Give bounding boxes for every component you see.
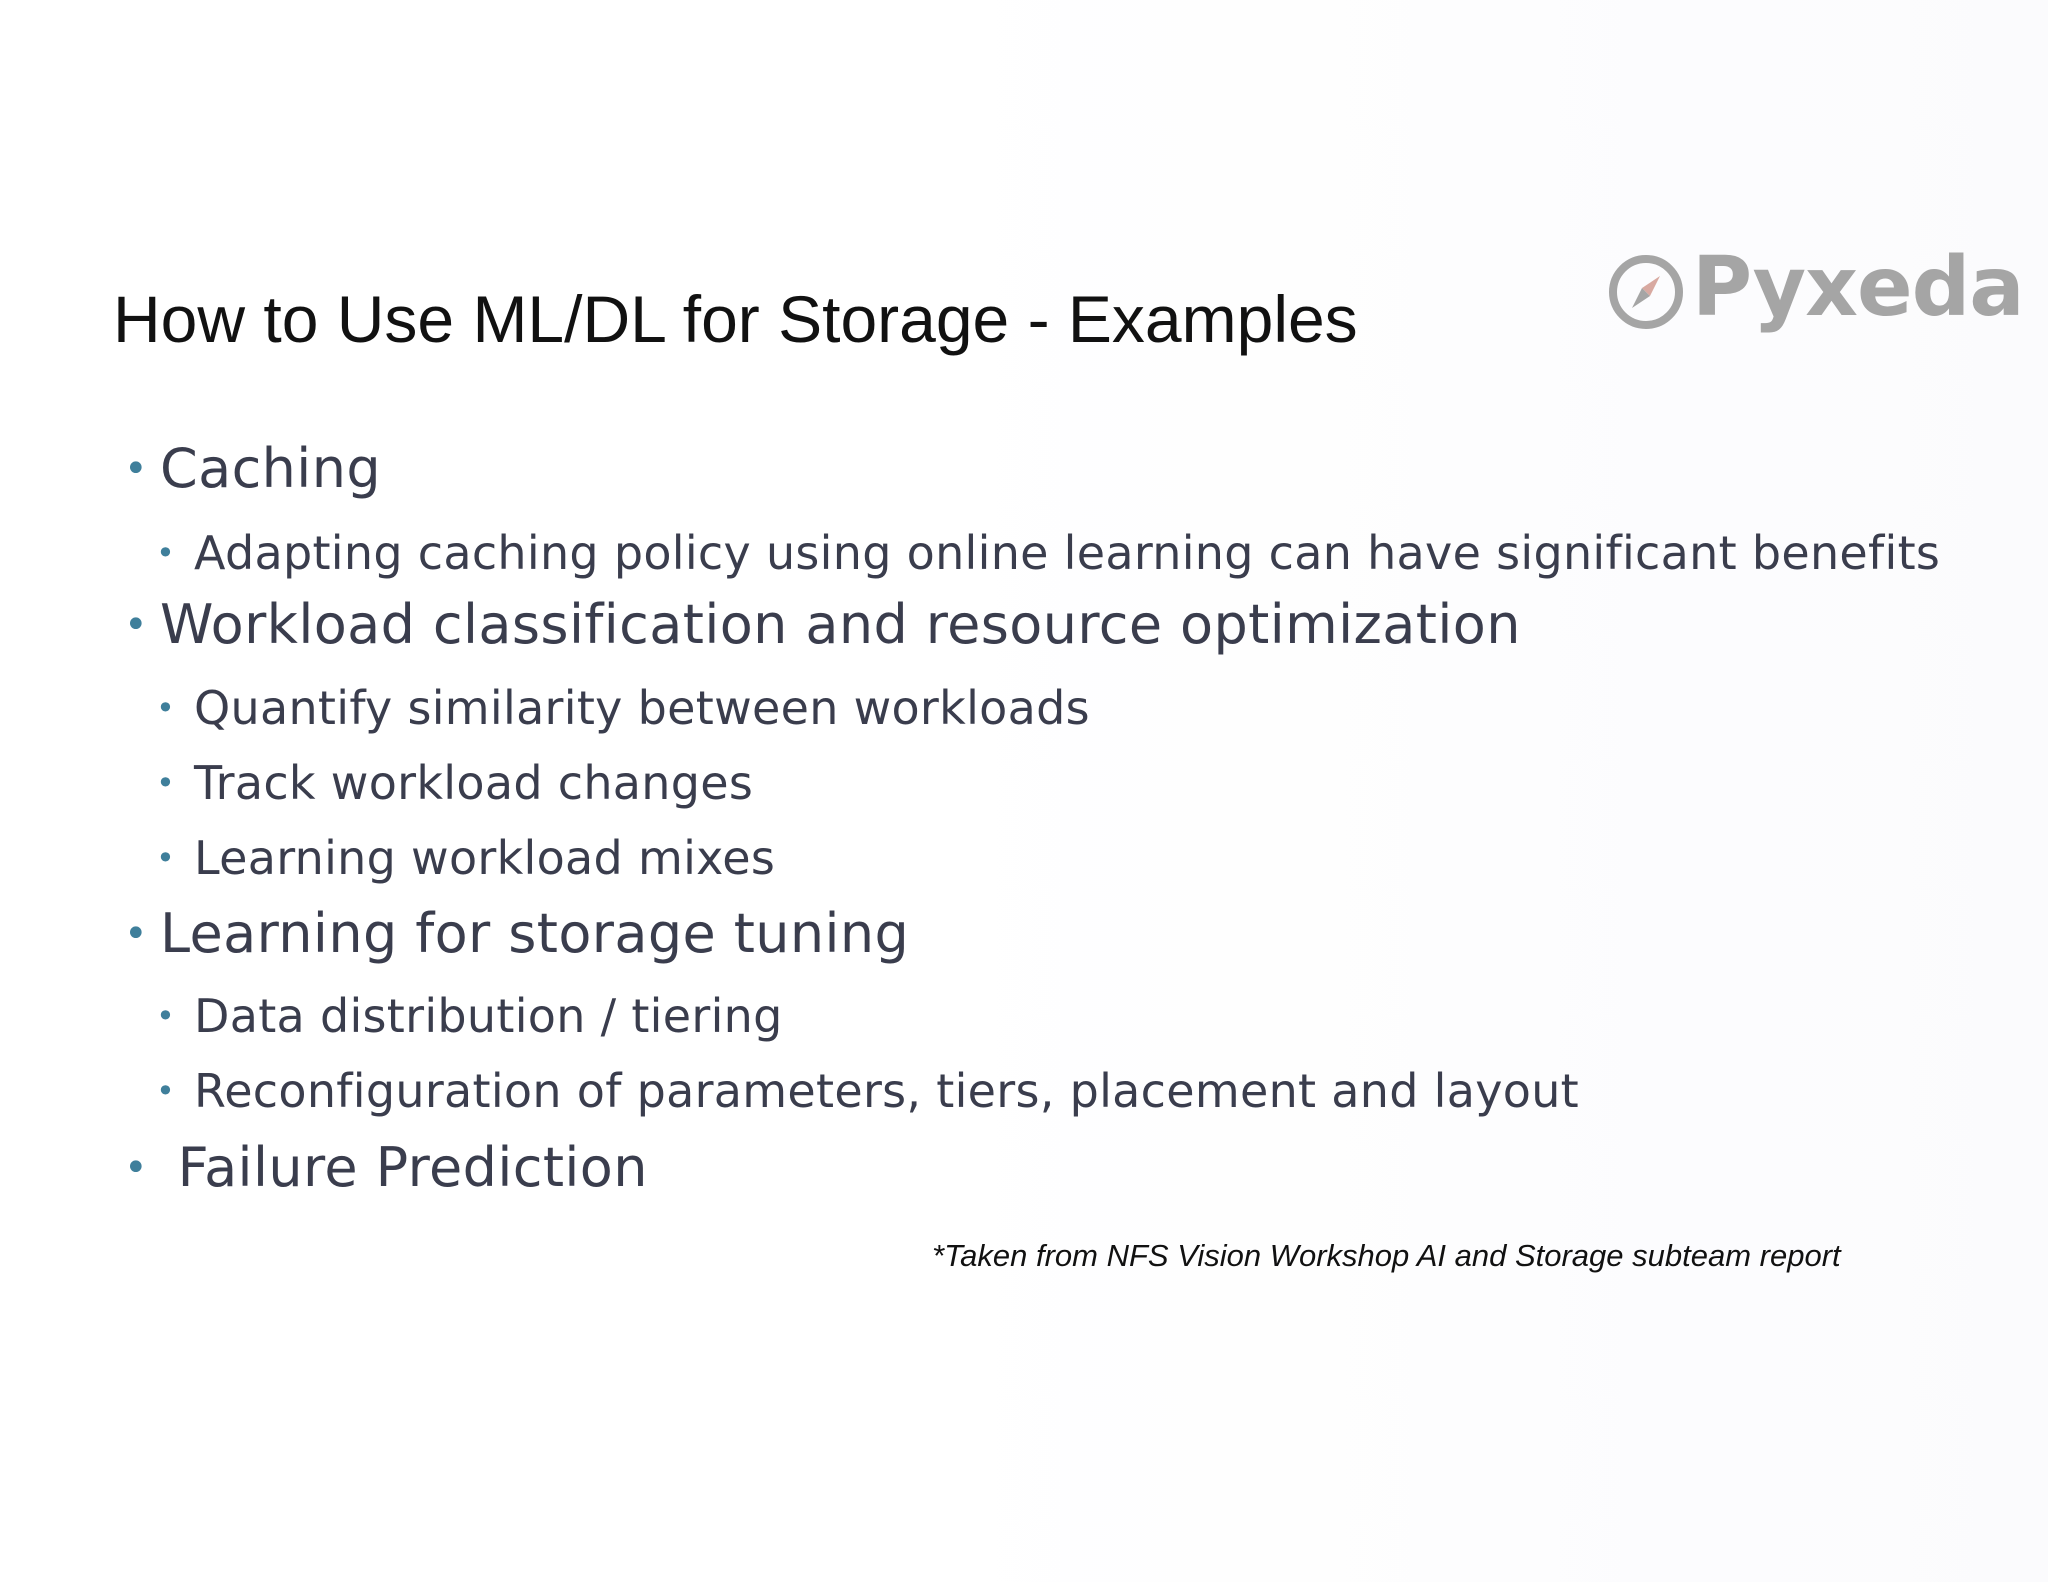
sub-bullet-item (156, 1064, 1579, 1118)
bullet-item (124, 902, 910, 965)
sub-bullet-item (156, 989, 783, 1043)
source-footnote: *Taken from NFS Vision Workshop AI and Storage subteam report (932, 1238, 1841, 1273)
bullet-text: Failure Prediction (160, 1136, 648, 1199)
bullet-item (124, 593, 1521, 656)
bullet-text: Data distribution / tiering (194, 989, 783, 1043)
sub-bullet-item (156, 756, 754, 810)
bullet-text: Quantify similarity between workloads (194, 681, 1090, 735)
bullet-text: Learning workload mixes (194, 831, 776, 885)
bullet-dot-icon: • (156, 689, 175, 727)
bullet-item (124, 1136, 648, 1199)
bullet-text: Track workload changes (194, 756, 754, 810)
bullet-dot-icon: • (124, 1145, 148, 1191)
sub-bullet-item (156, 681, 1090, 735)
bullet-dot-icon: • (156, 534, 175, 572)
sub-bullet-item (156, 831, 776, 885)
bullet-dot-icon: • (124, 911, 148, 957)
bullet-text: Reconfiguration of parameters, tiers, placement and layout (194, 1064, 1579, 1118)
bullet-dot-icon: • (156, 764, 175, 802)
bullet-dot-icon: • (156, 839, 175, 877)
sub-bullet-item (156, 526, 1941, 580)
bullet-dot-icon: • (156, 997, 175, 1035)
bullet-text: Adapting caching policy using online learning can have significant benefits (194, 526, 1941, 580)
bullet-item (124, 437, 382, 500)
bullet-text: Workload classification and resource optimization (160, 593, 1521, 656)
bullet-text: Caching (160, 437, 382, 500)
bullet-dot-icon: • (124, 602, 148, 648)
bullet-dot-icon: • (124, 446, 148, 492)
logo-text: Pyxeda (1692, 240, 2024, 335)
bullet-dot-icon: • (156, 1072, 175, 1110)
bullet-text: Learning for storage tuning (160, 902, 910, 965)
slide-title: How to Use ML/DL for Storage - Examples (113, 282, 1358, 356)
